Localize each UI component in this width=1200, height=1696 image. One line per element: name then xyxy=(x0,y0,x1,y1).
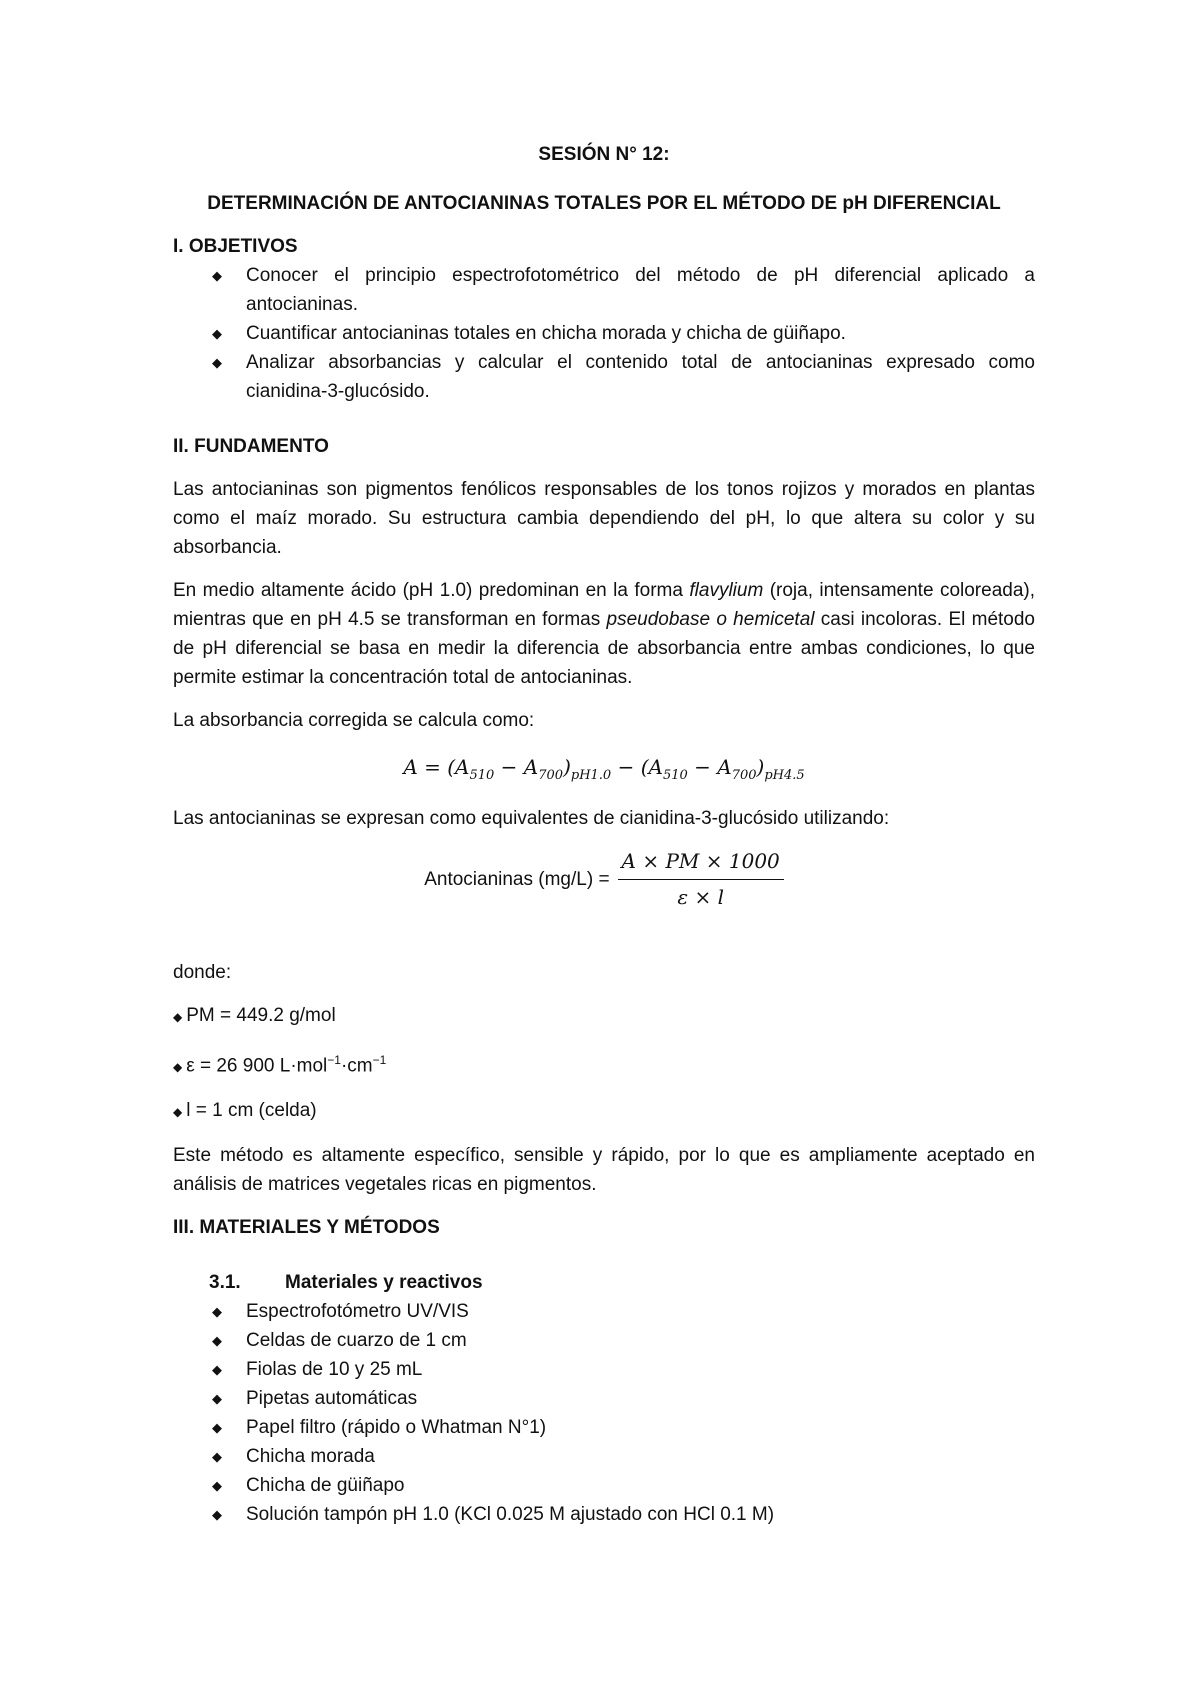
list-item: ◆ Papel filtro (rápido o Whatman N°1) xyxy=(173,1413,1035,1442)
fraction xyxy=(618,847,784,912)
absorbance-formula: $A = (A_{510} - A_{700})_{pH1.0} - (A_{510} - A_{700})_{pH4.5}$ xyxy=(403,755,805,783)
list-item: ◆ Chicha de güiñapo xyxy=(173,1471,1035,1500)
list-item: ◆ Fiolas de 10 y 25 mL xyxy=(173,1355,1035,1384)
section-materiales-heading: III. MATERIALES Y MÉTODOS xyxy=(173,1217,440,1239)
list-item: ◆ Chicha morada xyxy=(173,1442,1035,1471)
bullet-icon: ◆ xyxy=(212,355,222,370)
paragraph: Este método es altamente específico, sensible y rápido, por lo que es ampliamente aceptado en análisis de matrices vegetales ricas en pigmentos. xyxy=(173,1145,1035,1196)
document-content xyxy=(173,140,1035,1529)
fraction-numerator: A × PM × 1000 xyxy=(618,847,784,880)
bullet-icon: ◆ xyxy=(212,1333,222,1349)
bullet-icon: ◆ xyxy=(212,268,222,283)
paragraph: Las antocianinas se expresan como equivalentes de cianidina-3-glucósido utilizando: xyxy=(173,808,890,829)
list-item: ◆ Analizar absorbancias y calcular el contenido total de antocianinas expresado como cianidina-3-glucósido. xyxy=(173,348,1035,406)
paragraph: La absorbancia corregida se calcula como: xyxy=(173,710,535,731)
list-item: ◆ ε = 26 900 $L\cdot mol^{-1}\cdot cm^{-1}$ xyxy=(173,1053,387,1077)
bullet-icon: ◆ xyxy=(173,1105,183,1120)
session-heading: SESIÓN N° 12: xyxy=(538,144,670,165)
bullet-icon: ◆ xyxy=(212,1507,222,1523)
bullet-icon: ◆ xyxy=(212,1391,222,1407)
anthocyanin-formula xyxy=(173,847,1035,912)
list-item: ◆ Celdas de cuarzo de 1 cm xyxy=(173,1326,1035,1355)
paragraph: En medio altamente ácido (pH 1.0) predominan en la forma flavylium (roja, intensamente coloreada), mientras que en pH 4.5 se transforman en formas pseudobase o hemicetal casi incoloras. El método de pH diferencial se basa en medir la diferencia de absorbancia entre ambas condiciones, lo que permite estimar la concentración total de antocianinas. xyxy=(173,580,1035,688)
bullet-icon: ◆ xyxy=(212,1449,222,1465)
list-item: ◆ Espectrofotómetro UV/VIS xyxy=(173,1297,1035,1326)
subsection-heading: 3.1. Materiales y reactivos xyxy=(209,1272,483,1294)
materiales-list xyxy=(173,1297,1035,1529)
section-objetivos-heading: I. OBJETIVOS xyxy=(173,236,298,257)
bullet-icon: ◆ xyxy=(173,1060,183,1075)
fraction-denominator: ε × l xyxy=(677,885,724,909)
list-item: ◆ Cuantificar antocianinas totales en chicha morada y chicha de güiñapo. xyxy=(173,319,1035,348)
paragraph: Las antocianinas son pigmentos fenólicos responsables de los tonos rojizos y morados en plantas como el maíz morado. Su estructura cambia dependiendo del pH, lo que altera su color y su absorbancia. xyxy=(173,479,1035,558)
objetivos-list xyxy=(173,261,1035,406)
list-item: ◆ Conocer el principio espectrofotométrico del método de pH diferencial aplicado a antocianinas. xyxy=(173,261,1035,319)
document-title: DETERMINACIÓN DE ANTOCIANINAS TOTALES POR EL MÉTODO DE pH DIFERENCIAL xyxy=(207,193,1001,214)
list-item: ◆ Pipetas automáticas xyxy=(173,1384,1035,1413)
bullet-icon: ◆ xyxy=(212,1304,222,1320)
donde-label: donde: xyxy=(173,962,232,983)
bullet-icon: ◆ xyxy=(212,1478,222,1494)
list-item: ◆ l = 1 cm (celda) xyxy=(173,1100,317,1122)
formula-label: Antocianinas (mg/L) = xyxy=(424,869,610,890)
bullet-icon: ◆ xyxy=(212,1362,222,1378)
list-item: ◆ PM = 449.2 g/mol xyxy=(173,1005,336,1026)
bullet-icon: ◆ xyxy=(212,326,222,341)
bullet-icon: ◆ xyxy=(212,1420,222,1436)
bullet-icon: ◆ xyxy=(173,1010,183,1024)
list-item: ◆ Solución tampón pH 1.0 (KCl 0.025 M ajustado con HCl 0.1 M) xyxy=(173,1500,1035,1529)
section-fundamento-heading: II. FUNDAMENTO xyxy=(173,436,329,457)
